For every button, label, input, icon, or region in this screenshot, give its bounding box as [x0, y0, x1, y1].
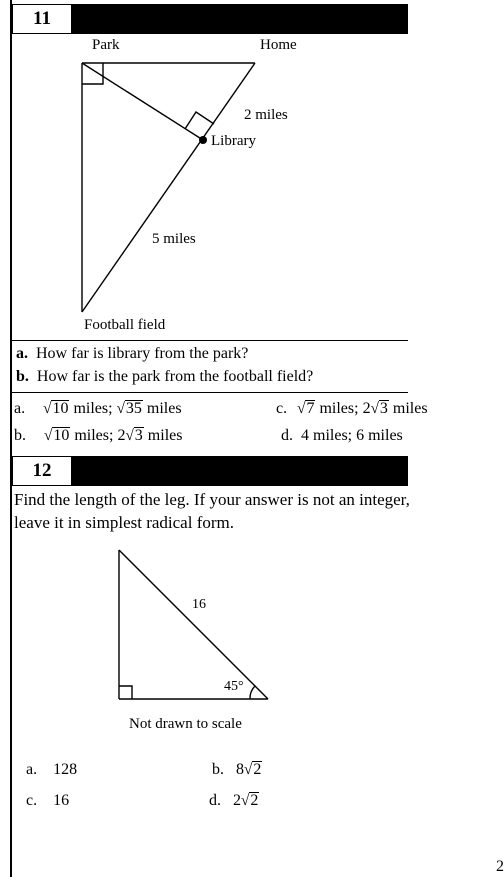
part-a	[16, 345, 248, 363]
choice-coefficient: 2	[233, 792, 241, 809]
question-12-header	[12, 456, 408, 486]
page-edge-number: 2	[496, 858, 504, 875]
library-point	[199, 136, 207, 144]
choice-c	[26, 792, 69, 810]
header-bar	[71, 5, 407, 33]
part-text: How far is library from the park?	[36, 345, 249, 362]
radicand: 2	[250, 792, 259, 809]
label-library: Library	[211, 133, 256, 149]
label-home: Home	[260, 37, 297, 53]
choice-coefficient: 8	[236, 761, 244, 778]
choice-b: b. 8√2	[212, 761, 262, 778]
header-bar	[71, 457, 407, 485]
choice-d: d. 2√2	[209, 792, 259, 809]
left-margin-rule	[10, 0, 12, 877]
choice-text: miles; 2	[315, 400, 371, 417]
angle-arc	[250, 686, 255, 699]
choice-letter: a.	[14, 400, 26, 417]
choice-letter: d.	[209, 792, 221, 809]
label-park: Park	[92, 37, 120, 53]
label-home-library-distance: 2 miles	[244, 107, 288, 123]
choice-letter: a.	[26, 761, 38, 778]
park-library-segment	[82, 63, 203, 140]
instructions-line-2: leave it in simplest radical form.	[14, 513, 234, 532]
choice-letter: c.	[276, 400, 288, 417]
choice-text: miles	[388, 400, 428, 417]
choice-letter: d.	[281, 427, 293, 444]
choice-text: 4 miles; 6 miles	[301, 427, 403, 444]
choice-text: 16	[53, 792, 70, 809]
right-angle-marker	[119, 686, 132, 699]
radicand: 7	[306, 400, 315, 417]
question-number: 12	[13, 457, 72, 485]
label-angle: 45°	[224, 679, 244, 694]
choice-letter: c.	[26, 792, 38, 809]
radicand: 10	[53, 427, 70, 444]
choice-text: 128	[53, 761, 78, 778]
right-angle-park	[82, 63, 103, 84]
part-letter: a.	[16, 345, 28, 362]
radicand: 3	[379, 400, 388, 417]
home-field-segment	[82, 63, 255, 312]
right-angle-library	[185, 112, 214, 129]
choice-text: miles	[142, 400, 182, 417]
choice-a	[26, 761, 77, 779]
label-football-field: Football field	[84, 317, 166, 333]
divider	[12, 340, 408, 341]
choice-text: miles	[143, 427, 183, 444]
label-hypotenuse: 16	[192, 597, 206, 612]
radicand: 3	[134, 427, 143, 444]
part-letter: b.	[16, 368, 29, 385]
question-11-header	[12, 4, 408, 34]
hypotenuse	[119, 550, 268, 699]
choice-text: miles; 2	[70, 427, 126, 444]
choice-a: a. √10 miles; √35 miles	[14, 400, 182, 417]
choice-c: c. √7 miles; 2√3 miles	[276, 400, 428, 417]
choice-letter: b.	[14, 427, 26, 444]
radicand: 2	[253, 761, 262, 778]
instructions-line-1: Find the length of the leg. If your answer is not an integer,	[14, 490, 410, 509]
choice-d	[281, 427, 403, 445]
label-library-field-distance: 5 miles	[152, 231, 196, 247]
divider	[12, 392, 408, 393]
part-text: How far is the park from the football field?	[36, 368, 314, 385]
choice-text: miles;	[69, 400, 117, 417]
choice-b: b. √10 miles; 2√3 miles	[14, 427, 183, 444]
part-b	[16, 368, 313, 386]
radicand: 35	[125, 400, 142, 417]
figure-caption: Not drawn to scale	[129, 716, 242, 732]
choice-letter: b.	[212, 761, 224, 778]
radicand: 10	[52, 400, 69, 417]
question-number: 11	[13, 5, 72, 33]
